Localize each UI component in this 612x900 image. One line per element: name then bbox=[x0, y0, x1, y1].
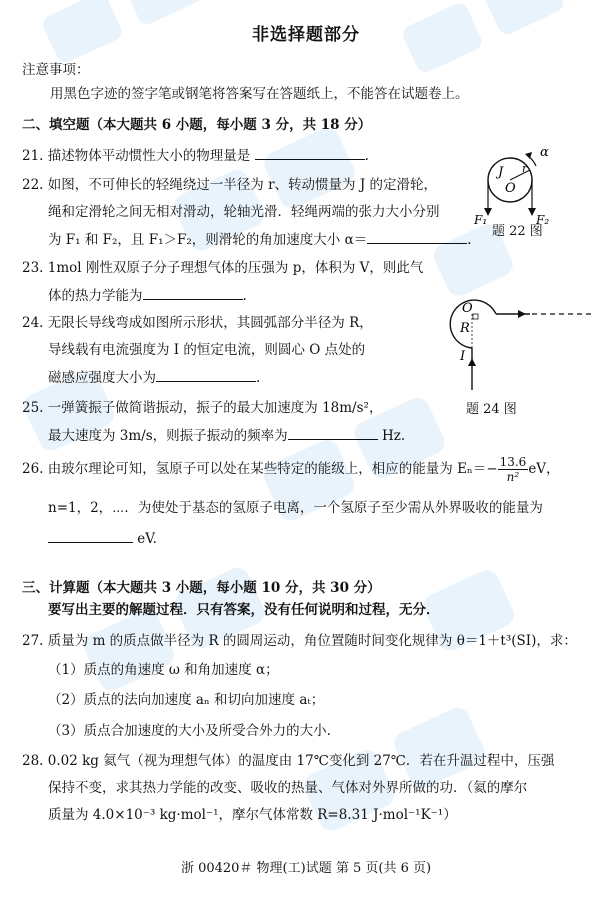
page-title: 非选择题部分 bbox=[252, 25, 360, 45]
q24-line1: 24. 无限长导线弯成如图所示形状，其圆弧部分半径为 R， bbox=[22, 315, 373, 331]
q28-line2: 保持不变，求其热力学能的改变、吸收的热量、气体对外界所做的功．（氦的摩尔 bbox=[48, 780, 528, 796]
arrow-f2 bbox=[528, 208, 536, 216]
q25-number: 25. bbox=[22, 400, 44, 416]
q27-part3: （3）质点合加速度的大小及所受合外力的大小. bbox=[48, 723, 331, 739]
q21-end: . bbox=[364, 148, 369, 164]
page-footer: 浙 00420＃ 物理(工)试题 第 5 页(共 6 页) bbox=[180, 861, 432, 876]
q23-line2: 体的热力学能为 . bbox=[48, 285, 247, 306]
q25-line1: 25. 一弹簧振子做简谐振动，振子的最大加速度为 18m/s²， bbox=[22, 400, 383, 416]
q27-part2: （2）质点的法向加速度 aₙ 和切向加速度 aₜ； bbox=[48, 692, 325, 708]
q21-answer-blank bbox=[255, 145, 365, 160]
q26-answer-blank bbox=[48, 528, 133, 543]
q26-line1: 26. 由玻尔理论可知，氢原子可以处在某些特定的能级上，相应的能量为 Eₙ＝− $\frac{13.6}{\text{n²}}$ eV， bbox=[22, 455, 560, 484]
q27-number: 27. bbox=[22, 633, 44, 649]
q24-line3: 磁感应强度大小为 . bbox=[48, 367, 260, 388]
label-r: r bbox=[522, 162, 528, 175]
q24-line2: 导线载有电流强度为 I 的恒定电流，则圆心 O 点处的 bbox=[48, 342, 366, 358]
label-J: J bbox=[498, 165, 504, 180]
q21-number: 21. bbox=[22, 148, 44, 164]
q22-line2: 绳和定滑轮之间无相对滑动，轮轴光滑．轻绳两端的张力大小分别 bbox=[48, 204, 440, 220]
pulley-figure bbox=[470, 142, 590, 227]
section3-subheading: 要写出主要的解题过程．只有答案，没有任何说明和过程，无分． bbox=[48, 602, 440, 618]
q28-number: 28. bbox=[22, 753, 44, 769]
q22-line1: 22. 如图，不可伸长的轻绳绕过一半径为 r、转动惯量为 J 的定滑轮， bbox=[22, 177, 438, 193]
wire-arc bbox=[450, 300, 496, 348]
label-O: O bbox=[462, 301, 473, 316]
q24-answer-blank bbox=[156, 367, 256, 382]
label-alpha: α bbox=[540, 145, 549, 160]
label-F1: F₁ bbox=[474, 213, 488, 227]
q25-line2: 最大速度为 3m/s，则振子振动的频率为 Hz. bbox=[48, 425, 405, 446]
section2-heading: 二、填空题（本大题共 6 小题，每小题 3 分，共 18 分） bbox=[22, 117, 372, 133]
q23-number: 23. bbox=[22, 260, 44, 276]
q27-part1: （1）质点的角速度 ω 和角加速度 α； bbox=[48, 662, 279, 678]
q21-text: 描述物体平动惯性大小的物理量是 bbox=[47, 148, 251, 164]
q22-answer-blank bbox=[367, 229, 467, 244]
wire-figure bbox=[440, 290, 600, 395]
q22-number: 22. bbox=[22, 177, 44, 193]
section3-heading: 三、计算题（本大题共 3 小题，每小题 10 分，共 30 分） bbox=[22, 580, 381, 596]
q21 bbox=[22, 145, 369, 166]
q28-line3: 质量为 4.0×10⁻³ kg·mol⁻¹，摩尔气体常数 R=8.31 J·mol⁻¹K⁻¹） bbox=[48, 807, 457, 823]
q28-line1: 28. 0.02 kg 氦气（视为理想气体）的温度由 17℃变化到 27℃．若在升温过程中，压强 bbox=[22, 753, 555, 769]
label-R: R bbox=[460, 321, 470, 336]
notice-text: 用黑色字迹的签字笔或钢笔将答案写在答题纸上，不能答在试题卷上。 bbox=[50, 86, 469, 102]
q23-line1: 23. 1mol 刚性双原子分子理想气体的压强为 p，体积为 V，则此气 bbox=[22, 260, 424, 276]
q23-answer-blank bbox=[143, 285, 243, 300]
current-arrow-right bbox=[518, 310, 526, 318]
label-O: O bbox=[505, 181, 516, 196]
notice-heading: 注意事项： bbox=[22, 62, 90, 78]
label-I: I bbox=[460, 349, 466, 364]
q22-line3: 为 F₁ 和 F₂，且 F₁＞F₂，则滑轮的角加速度大小 α＝ . bbox=[48, 229, 471, 250]
label-F2: F₂ bbox=[536, 213, 550, 227]
right-angle-mark bbox=[473, 314, 478, 319]
q26-line3: eV. bbox=[48, 528, 157, 549]
q24-caption: 题 24 图 bbox=[466, 402, 517, 417]
q26-number: 26. bbox=[22, 461, 44, 477]
q22-caption: 题 22 图 bbox=[492, 224, 543, 239]
q25-answer-blank bbox=[288, 425, 378, 440]
energy-fraction: $\frac{13.6}{\text{n²}}$ bbox=[499, 455, 527, 484]
q24-number: 24. bbox=[22, 315, 44, 331]
current-arrow-up bbox=[468, 358, 476, 366]
q27-line1: 27. 质量为 m 的质点做半径为 R 的圆周运动，角位置随时间变化规律为 θ＝1＋t³(SI)，求： bbox=[22, 633, 577, 649]
q26-line2: n=1，2，⋯．为使处于基态的氢原子电离，一个氢原子至少需从外界吸收的能量为 bbox=[48, 500, 543, 516]
